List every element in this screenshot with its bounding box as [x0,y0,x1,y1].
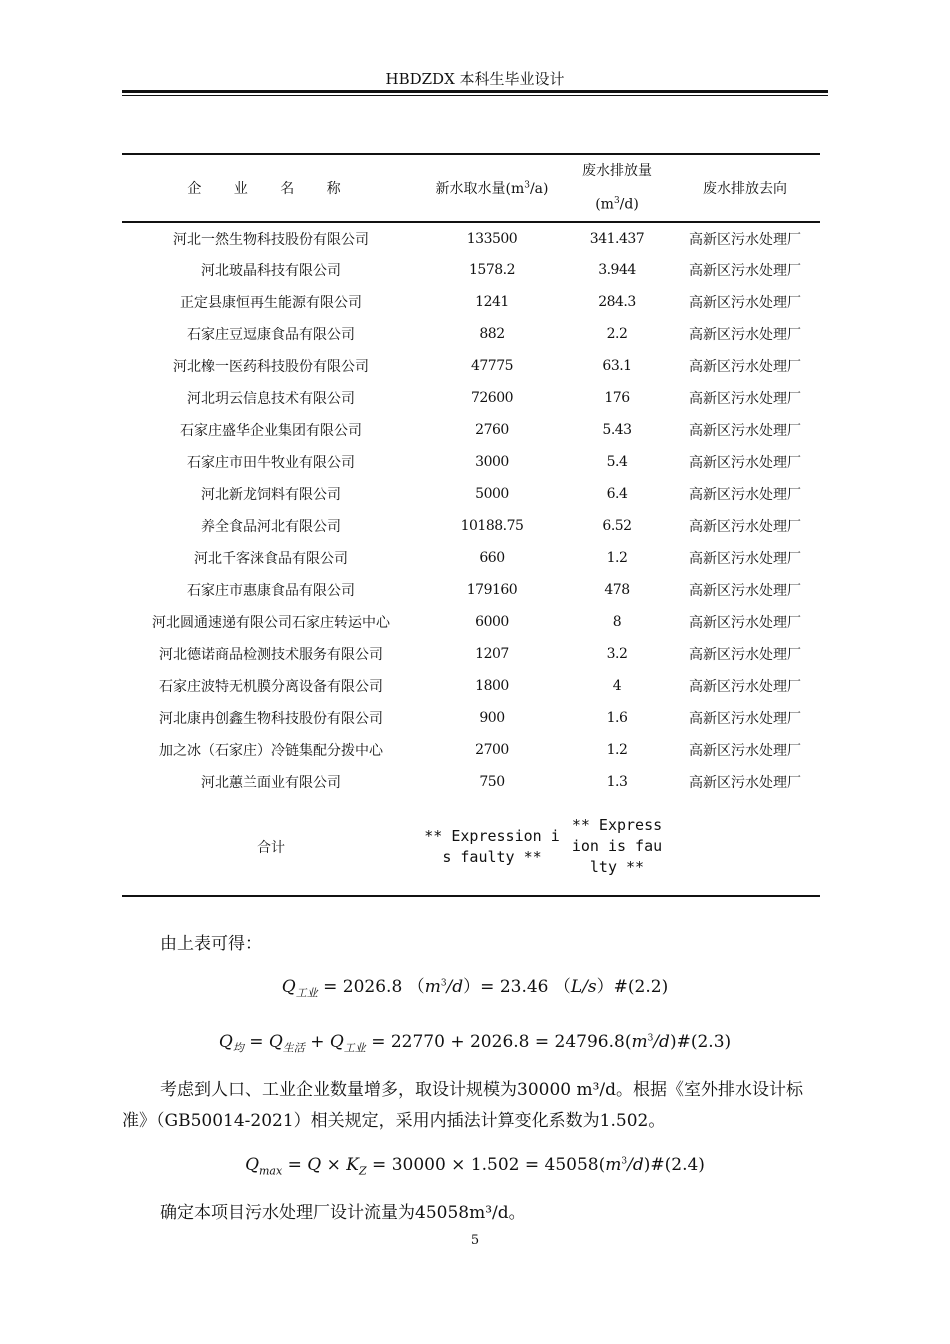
equation-2-2: $Q_{工业} = 2026.8$ $(m^3/d)= 23.46$ （L/s）#(2.2) [281,977,669,1000]
discharge-cell: 1.3 [606,774,628,790]
company-name-cell: 加之冰（石家庄）冷链集配分拨中心 [159,743,383,759]
intake-cell: 1578.2 [469,262,515,278]
destination-cell: 高新区污水处理厂 [689,487,801,503]
company-name-cell: 石家庄豆逗康食品有限公司 [187,327,355,343]
discharge-cell: 1.2 [606,550,628,566]
discharge-cell: 5.43 [602,422,632,438]
column-header-destination: 废水排放去向 [703,181,787,197]
total-intake: ** Expression is faulty ** [424,826,560,866]
table-row [122,734,820,766]
table-row [122,510,820,542]
table-row [122,318,820,350]
total-discharge: ** Expression is faulty ** [571,816,663,876]
company-name-cell: 河北千客涞食品有限公司 [194,551,348,567]
discharge-cell: 63.1 [602,358,632,374]
table-row [122,382,820,414]
company-name-cell: 养全食品河北有限公司 [201,519,341,535]
company-name-cell: 石家庄盛华企业集团有限公司 [180,423,362,439]
intake-cell: 2760 [475,422,509,438]
company-name-cell: 河北玻晶科技有限公司 [201,263,341,279]
total-label: 合计 [257,839,285,856]
destination-cell: 高新区污水处理厂 [689,263,801,279]
intake-cell: 900 [479,710,505,726]
destination-cell: 高新区污水处理厂 [689,775,801,791]
destination-cell: 高新区污水处理厂 [689,743,801,759]
column-header-intake: 新水取水量$(m^3/a)$ [435,180,549,197]
company-name-cell: 河北圆通速递有限公司石家庄转运中心 [152,615,390,631]
company-name-cell: 石家庄市田牛牧业有限公司 [187,455,355,471]
intake-cell: 750 [479,774,505,790]
destination-cell: 高新区污水处理厂 [689,455,801,471]
intake-cell: 5000 [475,486,509,502]
company-name-cell: 河北橡一医药科技股份有限公司 [173,359,369,375]
discharge-cell: 284.3 [598,294,636,310]
table-row [122,350,820,382]
discharge-cell: 176 [604,390,630,406]
table-row [122,702,820,734]
intake-cell: 6000 [475,614,509,630]
destination-cell: 高新区污水处理厂 [689,583,801,599]
intake-cell: 1241 [475,294,509,310]
destination-cell: 高新区污水处理厂 [689,519,801,535]
table-header-row [122,154,820,222]
destination-cell: 高新区污水处理厂 [689,391,801,407]
intake-cell: 179160 [466,582,518,598]
destination-cell: 高新区污水处理厂 [689,295,801,311]
destination-cell: 高新区污水处理厂 [689,359,801,375]
intake-cell: 10188.75 [460,518,524,534]
table-row [122,574,820,606]
discharge-cell: 478 [604,582,630,598]
intake-cell: 72600 [470,390,514,406]
table-row [122,446,820,478]
discharge-cell: 6.52 [602,518,632,534]
header-rule-thick [122,90,828,93]
column-header-name: 企 业 名 称 [187,181,355,197]
intake-cell: 3000 [475,454,509,470]
destination-cell: 高新区污水处理厂 [689,551,801,567]
company-name-cell: 河北玥云信息技术有限公司 [187,391,355,407]
enterprise-wastewater-table [122,153,820,897]
destination-cell: 高新区污水处理厂 [689,423,801,439]
discharge-cell: 341.437 [589,230,645,247]
page-number: 5 [470,1233,480,1248]
header-rule-thin [122,95,828,96]
table-row [122,222,820,254]
company-name-cell: 河北德诺商品检测技术服务有限公司 [159,647,383,663]
company-name-cell: 河北蕙兰面业有限公司 [201,775,341,791]
destination-cell: 高新区污水处理厂 [689,615,801,631]
table-row [122,670,820,702]
destination-cell: 高新区污水处理厂 [689,327,801,343]
equation-2-3: $Q_均 = Q_{生活} + Q_{工业} = 22770 + 2026.8$ = $24796.8(m^3/d)\#(2.3)$ [218,1032,732,1055]
company-name-cell: 河北新龙饲料有限公司 [201,487,341,503]
table-row [122,766,820,798]
table-row [122,286,820,318]
destination-cell: 高新区污水处理厂 [689,231,801,248]
design-flow-conclusion: 确定本项目污水处理厂设计流量为45058m³/d。 [160,1203,526,1223]
company-name-cell: 石家庄市惠康食品有限公司 [187,583,355,599]
header-title: HBDZDX 本科生毕业设计 [385,70,565,88]
discharge-cell: 4 [612,678,622,694]
table-row [122,414,820,446]
company-name-cell: 石家庄波特无机膜分离设备有限公司 [159,679,383,695]
discharge-cell: 2.2 [606,326,628,342]
destination-cell: 高新区污水处理厂 [689,711,801,727]
destination-cell: 高新区污水处理厂 [689,679,801,695]
discharge-cell: 3.2 [606,646,628,662]
company-name-cell: 正定县康恒再生能源有限公司 [180,295,362,311]
intake-cell: 660 [479,550,505,566]
intake-cell: 1800 [475,678,509,694]
table-row [122,542,820,574]
discharge-cell: 8 [612,614,622,630]
discharge-cell: 3.944 [598,262,636,278]
company-name-cell: 河北一然生物科技股份有限公司 [173,231,369,248]
table-row [122,638,820,670]
column-header-discharge: 废水排放量 $(m^3/d)$ [582,163,652,213]
intake-cell: 2700 [475,742,509,758]
intake-cell: 882 [479,326,505,342]
table-total-row [122,798,820,896]
table-row [122,254,820,286]
discharge-cell: 5.4 [606,454,628,470]
design-scale-paragraph: 考虑到人口、工业企业数量增多，取设计规模为30000 m³/d。根据《室外排水设计标准》（GB50014-2021）相关规定，采用内插法计算变化系数为1.502。 [122,1080,804,1131]
table-row [122,478,820,510]
company-name-cell: 河北康冉创鑫生物科技股份有限公司 [159,711,383,727]
intake-cell: 133500 [466,230,518,247]
destination-cell: 高新区污水处理厂 [689,647,801,663]
intro-text: 由上表可得： [160,934,262,954]
discharge-cell: 6.4 [606,486,628,502]
intake-cell: 47775 [470,358,514,374]
equation-2-4: $Q_{max} = Q \times K_Z = 30000 \times 1.502$ = $45058(m^3/d)\#(2.4)$ [245,1155,705,1178]
total-destination [670,798,820,896]
discharge-cell: 1.6 [606,710,628,726]
table-row [122,606,820,638]
intake-cell: 1207 [475,646,509,662]
discharge-cell: 1.2 [606,742,628,758]
